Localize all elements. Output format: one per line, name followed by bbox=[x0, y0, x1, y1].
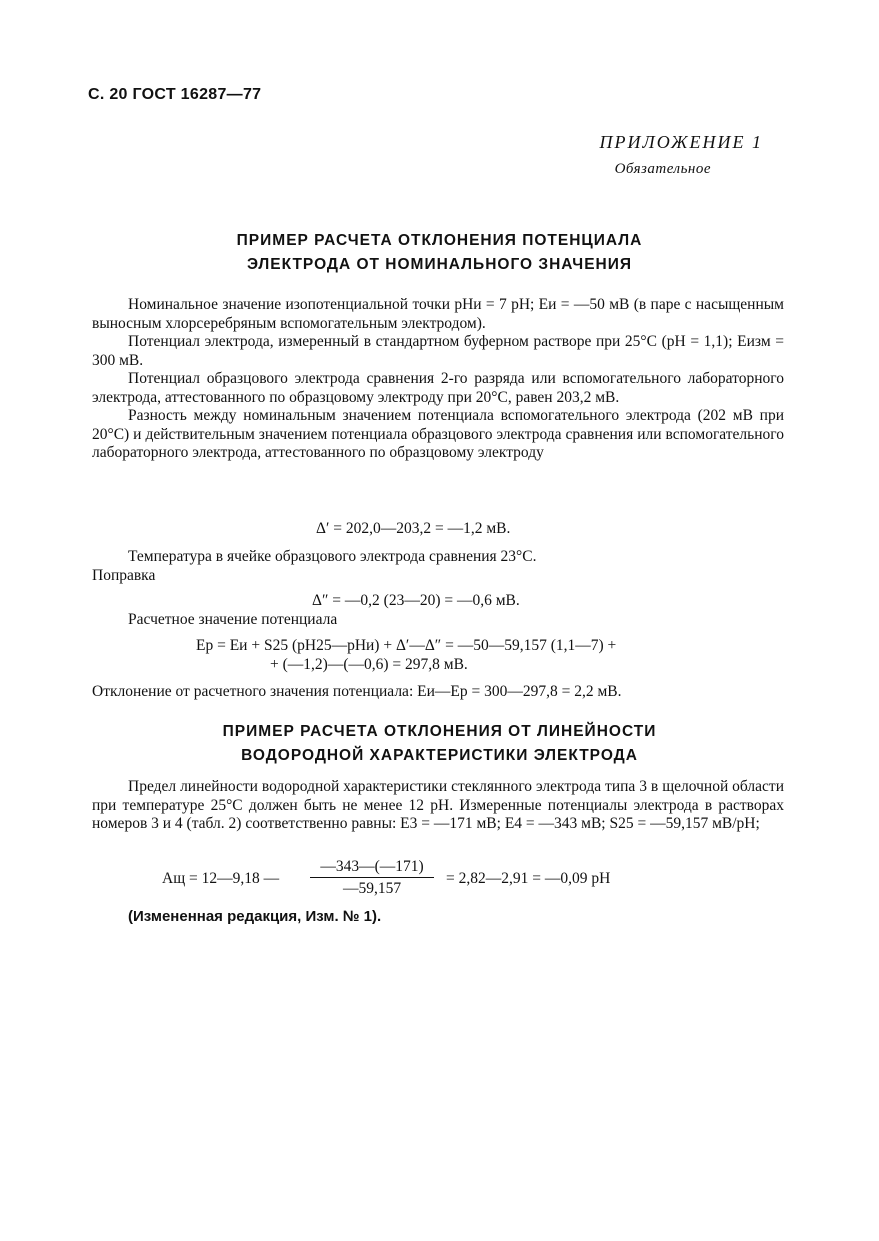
paragraph-nominal: Номинальное значение изопотенциальной точки pHи = 7 pH; Eи = —50 мВ (в паре с насыщенным выносным хлорсеребряным вспомогательным электродом). bbox=[92, 296, 784, 332]
appendix-label: ПРИЛОЖЕНИЕ 1 bbox=[599, 132, 763, 152]
paragraph-linearity: Предел линейности водородной характеристики стеклянного электрода типа 3 в щелочной области при температуре 25°С должен быть не менее 12 pH. Измеренные потенциалы электрода в растворах номеров 3 и 4 (табл. 2) соответственно равны: E3 = —171 мВ; E4 = —343 мВ; S25 = —59,157 мВ/pH; bbox=[92, 778, 784, 832]
section2-title-line2: ВОДОРОДНОЙ ХАРАКТЕРИСТИКИ ЭЛЕКТРОДА bbox=[241, 747, 638, 764]
section1-body bbox=[92, 296, 784, 463]
amendment-note: (Измененная редакция, Изм. № 1). bbox=[128, 908, 382, 925]
section2-body bbox=[92, 778, 784, 834]
temperature-line: Температура в ячейке образцового электрода сравнения 23°С. bbox=[128, 548, 537, 565]
fraction-denominator: —59,157 bbox=[342, 880, 402, 897]
paragraph-reference: Потенциал образцового электрода сравнения 2-го разряда или вспомогательного лабораторного электрода, аттестованного по образцовому электроду при 20°С, равен 203,2 мВ. bbox=[92, 370, 784, 406]
appendix-status: Обязательное bbox=[614, 161, 711, 177]
equation-delta-prime: Δ′ = 202,0—203,2 = —1,2 мВ. bbox=[316, 520, 511, 537]
fraction-numerator: —343—(—171) bbox=[310, 858, 434, 878]
equation-alk-fraction bbox=[310, 858, 434, 898]
page-header: С. 20 ГОСТ 16287—77 bbox=[88, 86, 262, 103]
section1-title-line1: ПРИМЕР РАСЧЕТА ОТКЛОНЕНИЯ ПОТЕНЦИАЛА bbox=[236, 232, 643, 249]
section1-title bbox=[0, 229, 879, 277]
correction-label: Поправка bbox=[92, 567, 156, 584]
equation-ep-line2: + (—1,2)—(—0,6) = 297,8 мВ. bbox=[270, 656, 468, 673]
equation-alk-left: Aщ = 12—9,18 — bbox=[162, 870, 280, 887]
calc-label: Расчетное значение потенциала bbox=[128, 611, 338, 628]
paragraph-difference: Разность между номинальным значением потенциала вспомогательного электрода (202 мВ при 20°С) и действительным значением потенциала образцового электрода сравнения или вспомогательного лабораторного электрода, аттестованного по образцовому электроду bbox=[92, 407, 784, 461]
paragraph-measured: Потенциал электрода, измеренный в стандартном буферном растворе при 25°С (pH = 1,1); Eизм = 300 мВ. bbox=[92, 333, 784, 369]
section2-title bbox=[0, 720, 879, 768]
equation-delta-double-prime: Δ″ = —0,2 (23—20) = —0,6 мВ. bbox=[312, 592, 520, 609]
equation-ep-line1: Eр = Eи + S25 (pH25—pHи) + Δ′—Δ″ = —50—59,157 (1,1—7) + bbox=[196, 637, 617, 654]
deviation-line: Отклонение от расчетного значения потенциала: Eи—Eр = 300—297,8 = 2,2 мВ. bbox=[92, 683, 622, 700]
section1-title-line2: ЭЛЕКТРОДА ОТ НОМИНАЛЬНОГО ЗНАЧЕНИЯ bbox=[246, 256, 633, 273]
section2-title-line1: ПРИМЕР РАСЧЕТА ОТКЛОНЕНИЯ ОТ ЛИНЕЙНОСТИ bbox=[222, 723, 657, 740]
equation-alk-right: = 2,82—2,91 = —0,09 pH bbox=[446, 870, 611, 887]
